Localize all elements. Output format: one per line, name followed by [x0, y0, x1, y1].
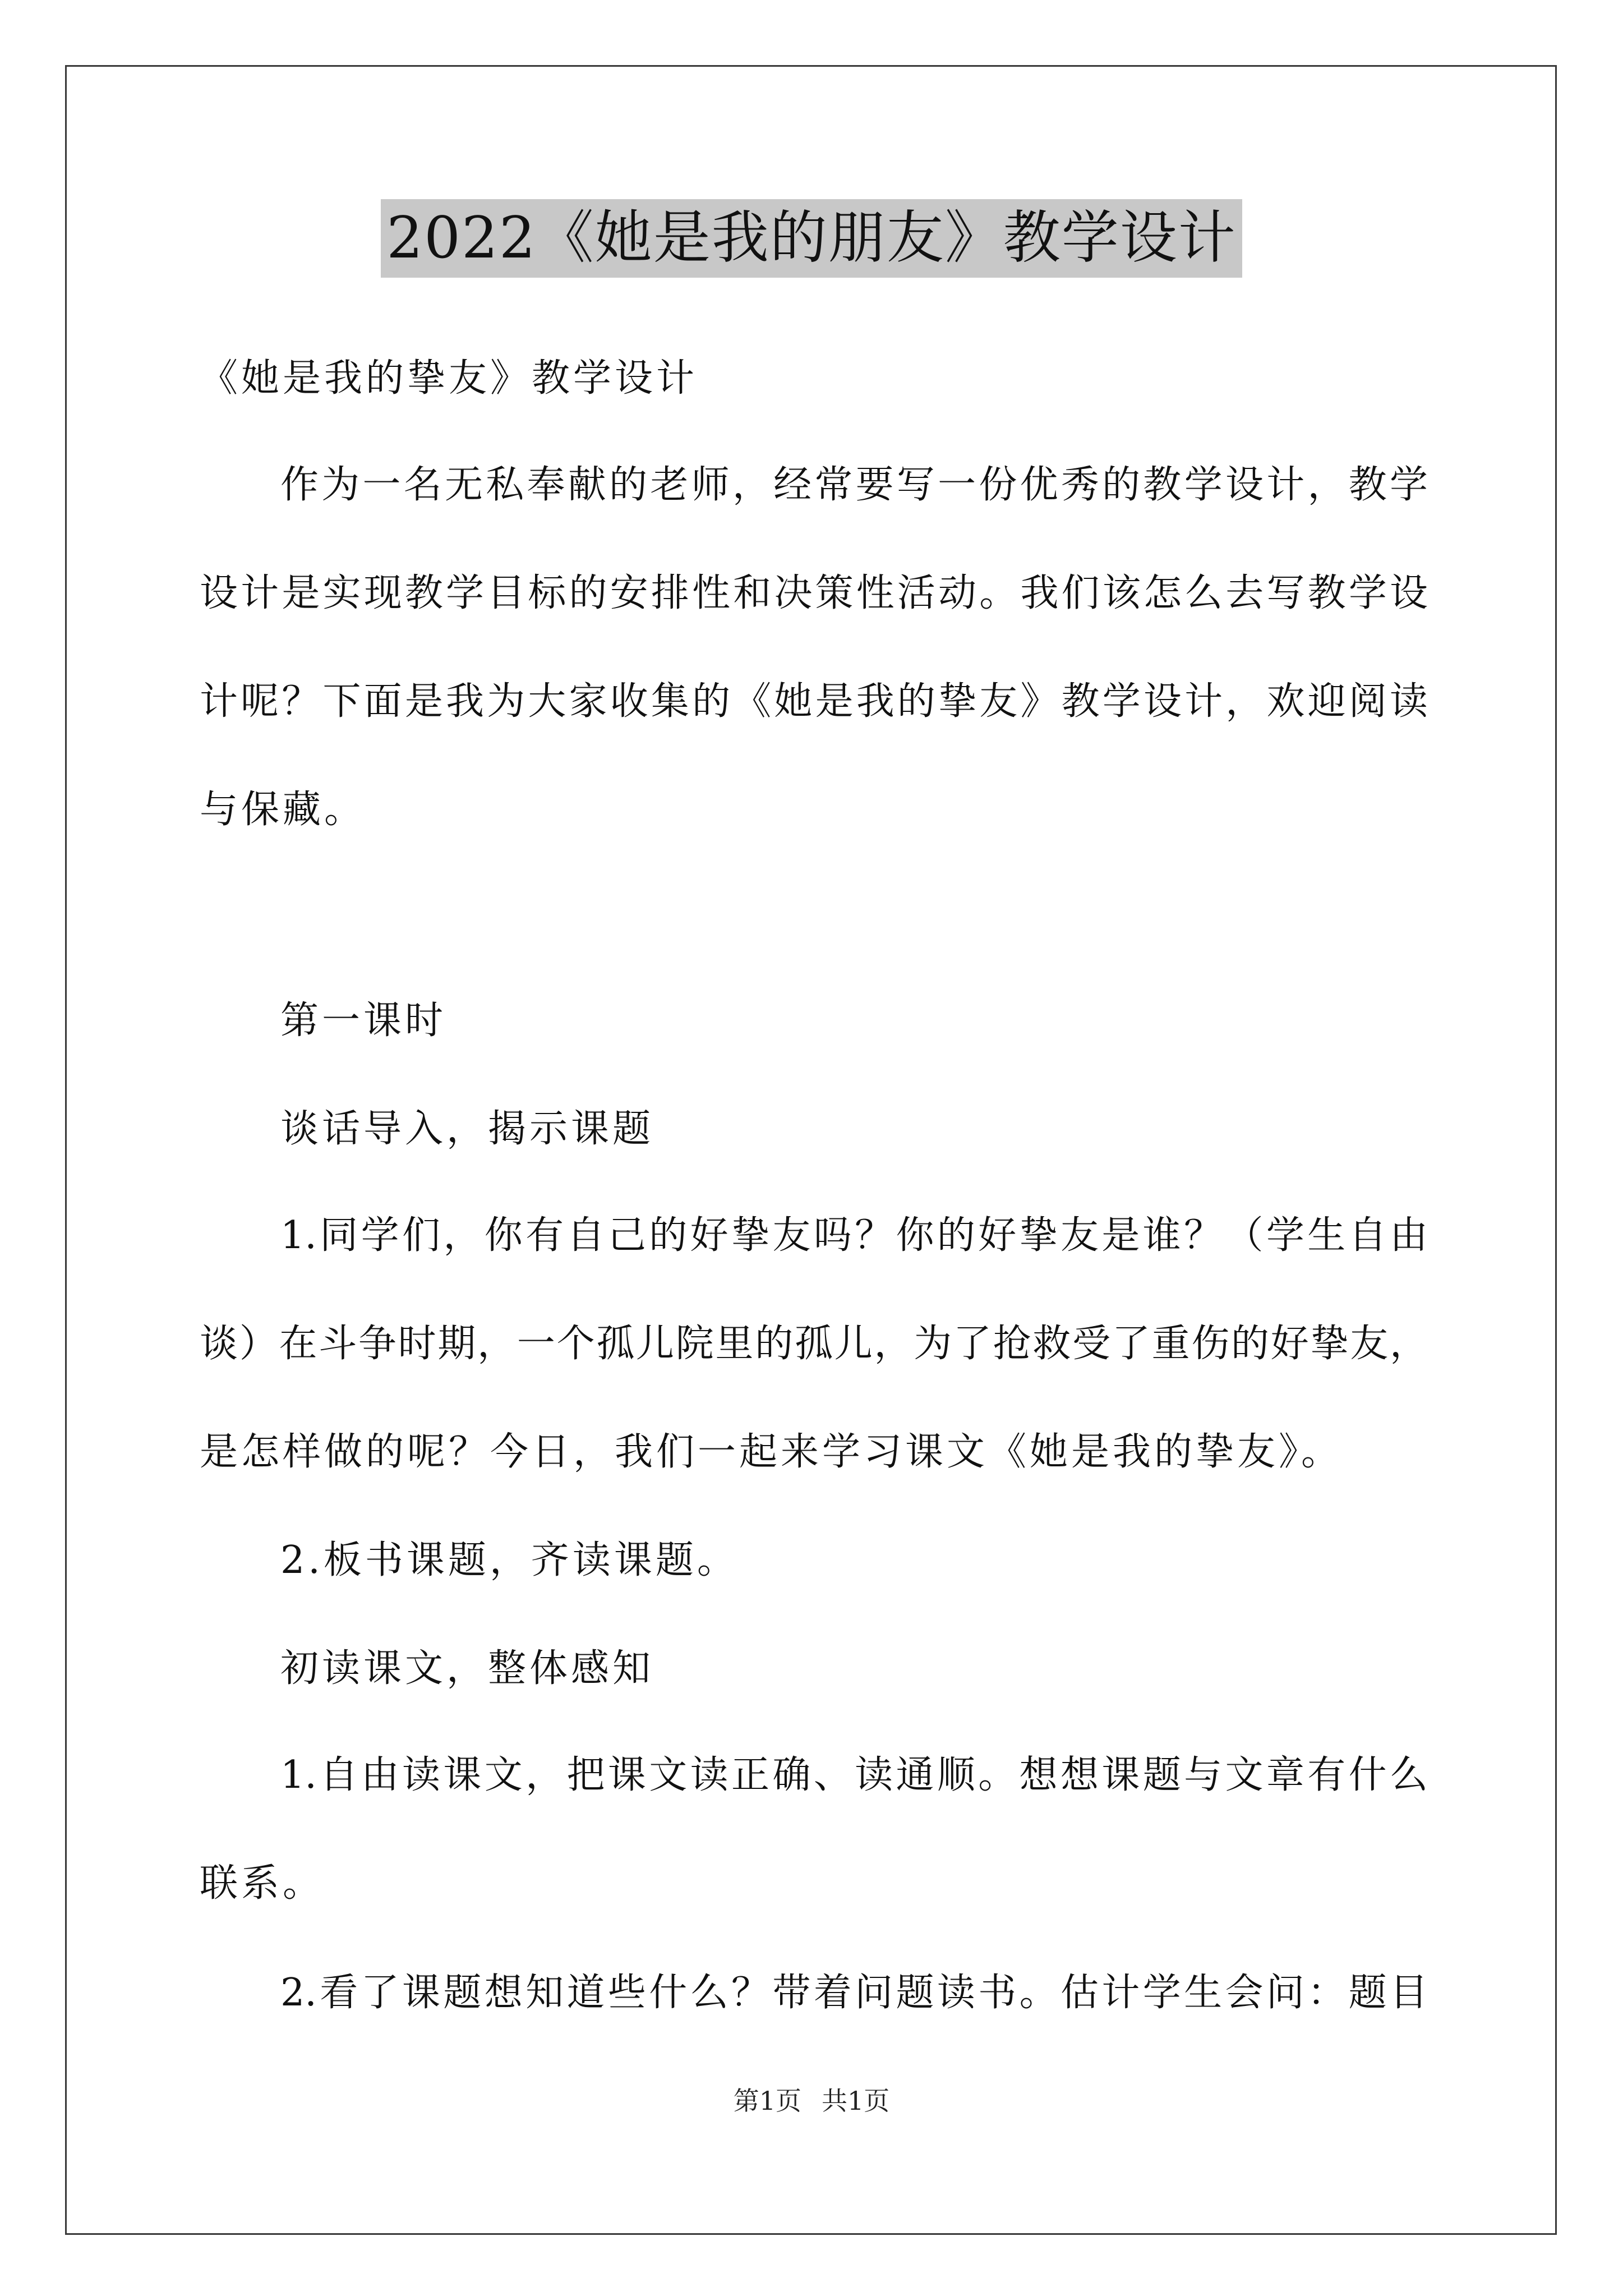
section-heading: 第一课时 — [280, 999, 447, 1043]
paragraph-line: 设计是实现教学目标的安排性和决策性活动。我们该怎么去写教学设 — [200, 571, 1428, 615]
page-total: 共1页 — [822, 2086, 890, 2116]
section-heading: 初读课文，整体感知 — [280, 1646, 654, 1691]
paragraph-line: 1.同学们，你有自己的好挚友吗？你的好挚友是谁？（学生自由 — [280, 1213, 1428, 1258]
title-container — [0, 199, 1623, 278]
paragraph-line: 2.看了课题想知道些什么？带着问题读书。估计学生会问：题目 — [280, 1971, 1428, 2015]
paragraph-line: 谈）在斗争时期，一个孤儿院里的孤儿，为了抢救受了重伤的好挚友， — [200, 1322, 1428, 1366]
document-subtitle: 《她是我的挚友》教学设计 — [200, 356, 698, 401]
paragraph-line: 是怎样做的呢？今日，我们一起来学习课文《她是我的挚友》。 — [200, 1430, 1343, 1474]
document-title: 2022《她是我的朋友》教学设计 — [381, 199, 1242, 278]
paragraph-line: 与保藏。 — [200, 788, 366, 832]
section-heading: 谈话导入，揭示课题 — [280, 1107, 654, 1151]
paragraph-line: 联系。 — [200, 1861, 325, 1906]
paragraph-line: 1.自由读课文，把课文读正确、读通顺。想想课题与文章有什么 — [280, 1753, 1428, 1797]
paragraph-line: 2.板书课题，齐读课题。 — [280, 1538, 739, 1582]
paragraph-line: 作为一名无私奉献的老师，经常要写一份优秀的教学设计，教学 — [280, 463, 1428, 507]
page-number: 第1页 — [733, 2086, 801, 2116]
page-footer — [0, 2084, 1623, 2118]
paragraph-line: 计呢？下面是我为大家收集的《她是我的挚友》教学设计，欢迎阅读 — [200, 679, 1428, 724]
